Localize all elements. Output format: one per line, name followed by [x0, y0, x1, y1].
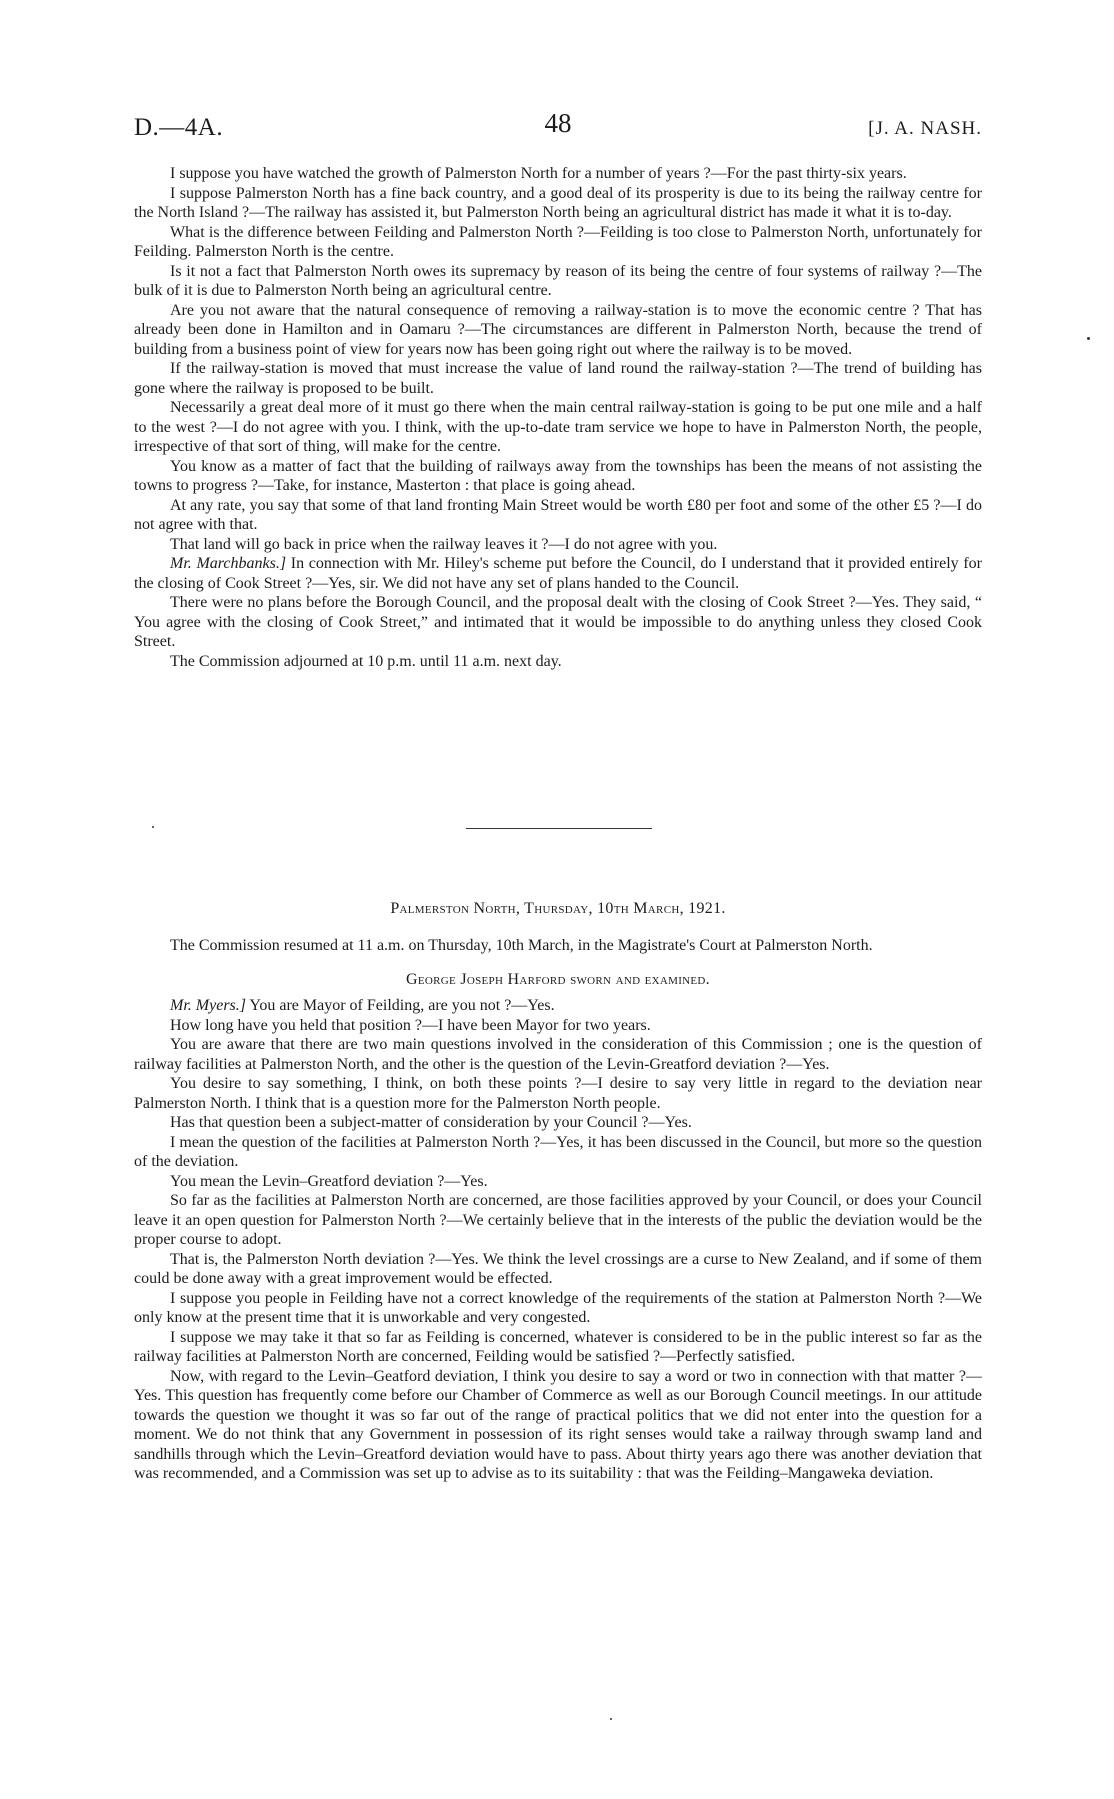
page-number: 48	[544, 108, 572, 138]
witness-running-head: [J. A. NASH.	[868, 118, 982, 139]
paragraph: Has that question been a subject-matter of consideration by your Council ?—Yes.	[170, 1114, 692, 1131]
paragraph: How long have you held that position ?—I have been Mayor for two years.	[170, 1016, 651, 1034]
paragraph-myers	[134, 996, 982, 1016]
paragraph-text: You are Mayor of Feilding, are you not ?—Yes.	[249, 997, 555, 1014]
paragraph: You desire to say something, I think, on both these points ?—I desire to say very little in regard to the deviation near Palmerston North. I think that is a question more for the Palmerston North people.	[134, 1075, 982, 1112]
paragraph: I suppose we may take it that so far as Feilding is concerned, whatever is considered to be in the public interest so far as the railway facilities at Palmerston North are concerned, Feilding would be satisfied ?—Perfectly satisfied.	[134, 1328, 982, 1365]
paragraph: Necessarily a great deal more of it must go there when the main central railway-station is going to be put one mile and a half to the west ?—I do not agree with you. I think, with the up-to-date tram service we hope to have in Palmerston North, the people, irrespective of that sort of thing, will make for the centre.	[134, 399, 982, 455]
witness-heading: George Joseph Harford sworn and examined.	[406, 971, 710, 988]
paragraph: That is, the Palmerston North deviation ?—Yes. We think the level crossings are a curse to New Zealand, and if some of them could be done away with a great improvement would be effected.	[134, 1250, 982, 1287]
paragraph: You mean the Levin–Greatford deviation ?—Yes.	[170, 1172, 488, 1190]
paragraph: I suppose you people in Feilding have not a correct knowledge of the requirements of the station at Palmerston North ?—We only know at the present time that it is unworkable and very congested.	[134, 1289, 982, 1326]
paragraph-marchbanks	[134, 554, 982, 593]
scan-speck	[1087, 337, 1090, 340]
paragraph: There were no plans before the Borough Council, and the proposal dealt with the closing of Cook Street ?—Yes. They said, “ You agree with the closing of Cook Street,” and intimated that it would be impossible to do anything unless they closed Cook Street.	[134, 594, 982, 650]
paragraph: At any rate, you say that some of that land fronting Main Street would be worth £80 per foot and some of the other £5 ?—I do not agree with that.	[134, 496, 982, 533]
paragraph: Is it not a fact that Palmerston North owes its supremacy by reason of its being the centre of four systems of railway ?—The bulk of it is due to Palmerston North being an agricultural centre.	[134, 262, 982, 299]
paragraph: What is the difference between Feilding and Palmerston North ?—Feilding is too close to Palmerston North, unfortunately for Feilding. Palmerston North is the centre.	[134, 223, 982, 260]
paragraph: If the railway-station is moved that must increase the value of land round the railway-station ?—The trend of building has gone where the railway is proposed to be built.	[134, 360, 982, 397]
paragraph: Now, with regard to the Levin–Geatford deviation, I think you desire to say a word or two in connection with that matter ?—Yes. This question has frequently come before our Chamber of Commerce as well as our Borough Council meetings. In our attitude towards the question we thought it was so far out of the range of practical politics that we did not enter into the question for a moment. We do not think that any Government in possession of its right senses would take a railway through swamp land and sandhills through which the Levin–Greatford deviation would have to pass. About thirty years ago there was another deviation that was recommended, and a Commission was set up to advise as to its suitability : that was the Feilding–Mangaweka deviation.	[134, 1367, 982, 1482]
page-header	[134, 108, 982, 148]
paragraph: You know as a matter of fact that the building of railways away from the townships has been the means of not assisting the towns to progress ?—Take, for instance, Masterton : that place is going ahead.	[134, 457, 982, 494]
series-reference: D.—4A.	[134, 114, 224, 141]
testimony-section-2-body	[134, 996, 982, 1484]
paragraph: That land will go back in price when the railway leaves it ?—I do not agree with you.	[170, 535, 718, 553]
speaker-name: Mr. Myers.]	[170, 997, 246, 1014]
paragraph: So far as the facilities at Palmerston North are concerned, are those facilities approved by your Council, or does your Council leave it an open question for Palmerston North ?—We certainly believe that in the interests of the public the deviation would be the proper course to adopt.	[134, 1192, 982, 1248]
paragraph: I mean the question of the facilities at Palmerston North ?—Yes, it has been discussed in the Council, but more so the question of the deviation.	[134, 1133, 982, 1170]
paragraph-text: In connection with Mr. Hiley's scheme put before the Council, do I understand that it provided entirely for the closing of Cook Street ?—Yes, sir. We did not have any set of plans handed to the Council.	[134, 555, 983, 592]
scan-speck	[152, 826, 154, 828]
resumed-note: The Commission resumed at 11 a.m. on Thursday, 10th March, in the Magistrate's Court at Palmerston North.	[170, 937, 873, 954]
session-dateline: Palmerston North, Thursday, 10th March, 1921.	[390, 900, 726, 917]
section-divider	[466, 828, 652, 829]
adjournment-note: The Commission adjourned at 10 p.m. until 11 a.m. next day.	[170, 652, 562, 670]
speaker-name: Mr. Marchbanks.]	[170, 555, 287, 572]
paragraph: Are you not aware that the natural consequence of removing a railway-station is to move the economic centre ? That has already been done in Hamilton and in Oamaru ?—The circumstances are different in Palmerston North, because the trend of building from a business point of view for years now has been going right out where the railway is to be moved.	[134, 301, 982, 358]
testimony-section-1	[134, 164, 982, 671]
testimony-section-2	[134, 936, 982, 956]
paragraph: I suppose you have watched the growth of Palmerston North for a number of years ?—For the past thirty-six years.	[170, 165, 907, 182]
scan-speck	[610, 1718, 612, 1720]
paragraph: You are aware that there are two main questions involved in the consideration of this Commission ; one is the question of railway facilities at Palmerston North, and the other is the question of the Levin-Greatford deviation ?—Yes.	[134, 1036, 982, 1073]
paragraph: I suppose Palmerston North has a fine back country, and a good deal of its prosperity is due to its being the railway centre for the North Island ?—The railway has assisted it, but Palmerston North being an agricultural district has made it what it is to-day.	[134, 184, 982, 221]
